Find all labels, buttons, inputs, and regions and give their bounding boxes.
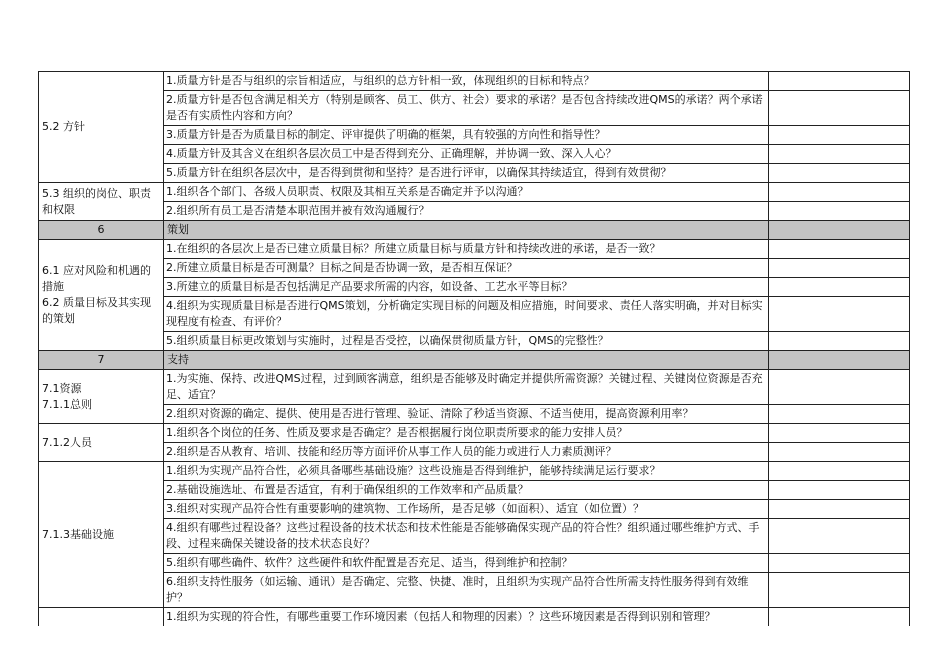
audit-question: 2.组织对资源的确定、提供、使用是否进行管理、验证、清除了秒适当资源、不适当使用，提高资源利用率？ [164, 405, 769, 424]
result-cell[interactable] [769, 573, 910, 608]
section-title: 策划 [164, 221, 769, 240]
checklist-row [39, 554, 910, 573]
clause-label-line: 6.2 质量目标及其实现的策划 [42, 296, 151, 325]
result-cell[interactable] [769, 443, 910, 462]
result-cell[interactable] [769, 554, 910, 573]
result-cell[interactable] [769, 72, 910, 91]
checklist-row [39, 443, 910, 462]
checklist-row [39, 145, 910, 164]
section-header-row [39, 221, 910, 240]
result-cell[interactable] [769, 405, 910, 424]
audit-question: 1.质量方针是否与组织的宗旨相适应，与组织的总方针相一致，体现组织的目标和特点？ [164, 72, 769, 91]
checklist-row [39, 91, 910, 126]
audit-question: 2.质量方针是否包含满足相关方（特别是顾客、员工、供方、社会）要求的承诺？是否包含持续改进QMS的承诺？两个承诺是否有实质性内容和方向？ [164, 91, 769, 126]
result-cell[interactable] [769, 297, 910, 332]
result-cell[interactable] [769, 145, 910, 164]
result-cell[interactable] [769, 500, 910, 519]
audit-question: 1.组织各个岗位的任务、性质及要求是否确定？是否根据履行岗位职责所要求的能力安排人员？ [164, 424, 769, 443]
result-cell[interactable] [769, 202, 910, 221]
result-cell[interactable] [769, 332, 910, 351]
checklist-row [39, 240, 910, 259]
clause-label [39, 72, 164, 183]
result-cell[interactable] [769, 519, 910, 554]
checklist-row [39, 278, 910, 297]
clause-label [39, 240, 164, 351]
result-cell[interactable] [769, 462, 910, 481]
result-cell[interactable] [769, 126, 910, 145]
audit-question: 1.组织各个部门、各级人员职责、权限及其相互关系是否确定并予以沟通？ [164, 183, 769, 202]
audit-question: 5.质量方针在组织各层次中，是否得到贯彻和坚持？是否进行评审，以确保其持续适宜，得到有效贯彻？ [164, 164, 769, 183]
section-number: 6 [39, 221, 164, 240]
audit-question: 1.组织为实现的符合性，有哪些重要工作环境因素（包括人和物理的因素）？这些环境因素是否得到识别和管理？ [164, 608, 769, 627]
audit-question: 2.组织是否从教育、培训、技能和经历等方面评价从事工作人员的能力或进行人力素质测评？ [164, 443, 769, 462]
checklist-row [39, 370, 910, 405]
checklist-row [39, 462, 910, 481]
clause-label-line: 5.3 组织的岗位、职责和权限 [42, 186, 151, 216]
audit-question: 3.组织对实现产品符合性有重要影响的建筑物、工作场所，是否足够（如面积）、适宜（如位置）？ [164, 500, 769, 519]
result-cell[interactable] [769, 424, 910, 443]
checklist-row [39, 332, 910, 351]
clause-label-line: 7.1.1总则 [42, 397, 92, 411]
audit-question: 2.基础设施选址、布置是否适宜，有利于确保组织的工作效率和产品质量？ [164, 481, 769, 500]
audit-question: 4.质量方针及其含义在组织各层次员工中是否得到充分、正确理解，并协调一致、深入人心？ [164, 145, 769, 164]
audit-question: 3.质量方针是否为质量目标的制定、评审提供了明确的框架，具有较强的方向性和指导性？ [164, 126, 769, 145]
clause-label-line: 7.1.3基础设施 [42, 527, 114, 541]
clause-label [39, 424, 164, 462]
checklist-row [39, 481, 910, 500]
checklist-row [39, 608, 910, 627]
audit-question: 4.组织为实现质量目标是否进行QMS策划，分析确定实现目标的问题及相应措施，时间要求、责任人落实明确，并对目标实现程度有检查、有评价？ [164, 297, 769, 332]
checklist-row [39, 424, 910, 443]
checklist-row [39, 72, 910, 91]
checklist-row [39, 259, 910, 278]
checklist-row [39, 500, 910, 519]
audit-question: 1.在组织的各层次上是否已建立质量目标？所建立质量目标与质量方针和持续改进的承诺，是否一致？ [164, 240, 769, 259]
section-number: 7 [39, 351, 164, 370]
checklist-row [39, 126, 910, 145]
result-cell[interactable] [769, 608, 910, 627]
result-cell[interactable] [769, 278, 910, 297]
audit-question: 3.所建立的质量目标是否包括满足产品要求所需的内容，如设备、工艺水平等目标？ [164, 278, 769, 297]
checklist-row [39, 183, 910, 202]
clause-label-line: 7.1资源 [42, 381, 82, 395]
audit-question: 5.组织有哪些确件、软件？这些硬件和软件配置是否充足、适当，得到维护和控制？ [164, 554, 769, 573]
audit-question: 1.组织为实现产品符合性，必须具备哪些基础设施？这些设施是否得到维护，能够持续满足运行要求？ [164, 462, 769, 481]
result-cell[interactable] [769, 164, 910, 183]
clause-label [39, 608, 164, 627]
result-cell[interactable] [769, 259, 910, 278]
audit-question: 1.为实施、保持、改进QMS过程，过到顾客满意，组织是否能够及时确定并提供所需资源？关键过程、关键岗位资源是否充足、适宜？ [164, 370, 769, 405]
result-cell [769, 221, 910, 240]
clause-label-line: 7.1.2人员 [42, 435, 92, 449]
result-cell[interactable] [769, 183, 910, 202]
result-cell [769, 351, 910, 370]
checklist-row [39, 202, 910, 221]
result-cell[interactable] [769, 370, 910, 405]
section-title: 支持 [164, 351, 769, 370]
audit-question: 2.所建立质量目标是否可测量？目标之间是否协调一致，是否相互保证？ [164, 259, 769, 278]
clause-label [39, 462, 164, 608]
clause-label-line: 5.2 方针 [42, 120, 85, 133]
checklist-row [39, 164, 910, 183]
checklist-body [39, 72, 910, 627]
result-cell[interactable] [769, 91, 910, 126]
audit-question: 2.组织所有员工是否清楚本职范围并被有效沟通履行？ [164, 202, 769, 221]
checklist-row [39, 519, 910, 554]
checklist-row [39, 573, 910, 608]
audit-question: 5.组织质量目标更改策划与实施时，过程是否受控，以确保贯彻质量方针，QMS的完整性？ [164, 332, 769, 351]
clause-label-line: 6.1 应对风险和机遇的措施 [42, 264, 151, 293]
result-cell[interactable] [769, 240, 910, 259]
result-cell[interactable] [769, 481, 910, 500]
checklist-row [39, 297, 910, 332]
section-header-row [39, 351, 910, 370]
clause-label [39, 183, 164, 221]
audit-question: 6.组织支持性服务（如运输、通讯）是否确定、完整、快捷、准时，且组织为实现产品符合性所需支持性服务得到有效维护？ [164, 573, 769, 608]
checklist-table [38, 71, 910, 626]
audit-question: 4.组织有哪些过程设备？这些过程设备的技术状态和技术性能是否能够确保实现产品的符合性？组织通过哪些维护方式、手段、过程来确保关键设备的技术状态良好？ [164, 519, 769, 554]
checklist-row [39, 405, 910, 424]
clause-label [39, 370, 164, 424]
